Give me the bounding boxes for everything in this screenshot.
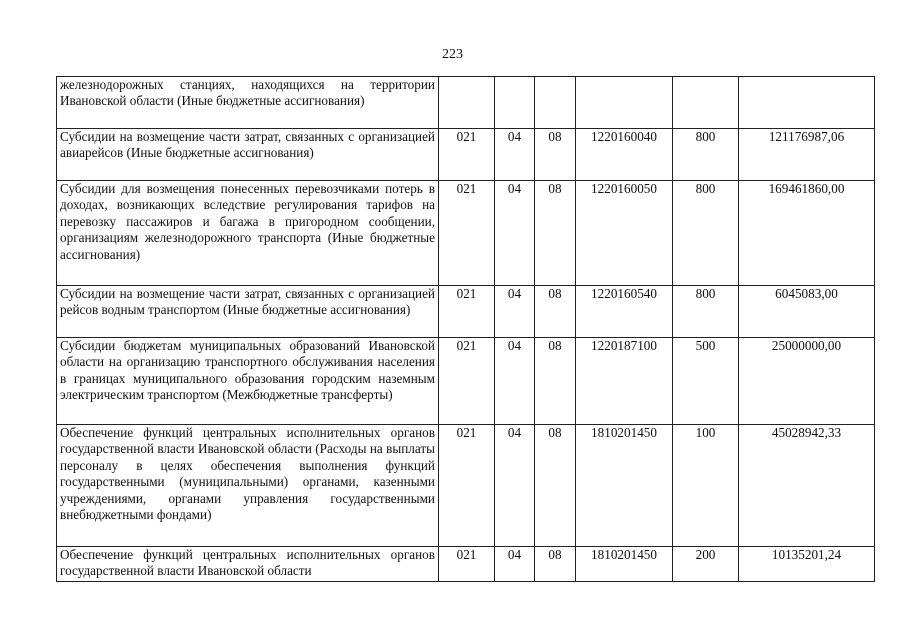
ministry-code: 021 xyxy=(439,286,495,338)
target-article-code: 1810201450 xyxy=(576,425,673,547)
amount: 45028942,33 xyxy=(739,425,875,547)
expense-type-code: 800 xyxy=(673,129,739,181)
section-code: 04 xyxy=(495,286,535,338)
row-description: Субсидии бюджетам муниципальных образований Ивановской области на организацию транспортного обслуживания населения в границах муниципального образования городским наземным электрическим транспортом (Межбюджетные трансферты) xyxy=(57,338,439,425)
table-row xyxy=(57,181,875,286)
target-article-code: 1810201450 xyxy=(576,547,673,582)
ministry-code: 021 xyxy=(439,425,495,547)
row-description: Субсидии на возмещение части затрат, связанных с организацией рейсов водным транспортом (Иные бюджетные ассигнования) xyxy=(57,286,439,338)
table-row xyxy=(57,425,875,547)
subsection-code: 08 xyxy=(535,425,576,547)
ministry-code xyxy=(439,77,495,129)
expense-type-code xyxy=(673,77,739,129)
section-code: 04 xyxy=(495,547,535,582)
subsection-code: 08 xyxy=(535,129,576,181)
target-article-code: 1220187100 xyxy=(576,338,673,425)
expense-type-code: 800 xyxy=(673,181,739,286)
section-code: 04 xyxy=(495,129,535,181)
page-number: 223 xyxy=(442,47,463,62)
row-description: Обеспечение функций центральных исполнительных органов государственной власти Ивановской области xyxy=(57,547,439,582)
amount xyxy=(739,77,875,129)
section-code: 04 xyxy=(495,181,535,286)
subsection-code: 08 xyxy=(535,338,576,425)
ministry-code: 021 xyxy=(439,129,495,181)
section-code: 04 xyxy=(495,338,535,425)
table-row xyxy=(57,129,875,181)
target-article-code: 1220160540 xyxy=(576,286,673,338)
amount: 25000000,00 xyxy=(739,338,875,425)
expense-type-code: 100 xyxy=(673,425,739,547)
target-article-code: 1220160040 xyxy=(576,129,673,181)
table-row xyxy=(57,286,875,338)
table-row xyxy=(57,547,875,582)
subsection-code: 08 xyxy=(535,547,576,582)
expense-type-code: 500 xyxy=(673,338,739,425)
row-description: железнодорожных станциях, находящихся на территории Ивановской области (Иные бюджетные ассигнования) xyxy=(57,77,439,129)
amount: 10135201,24 xyxy=(739,547,875,582)
subsection-code xyxy=(535,77,576,129)
amount: 6045083,00 xyxy=(739,286,875,338)
ministry-code: 021 xyxy=(439,181,495,286)
budget-table xyxy=(56,76,875,582)
target-article-code xyxy=(576,77,673,129)
amount: 169461860,00 xyxy=(739,181,875,286)
target-article-code: 1220160050 xyxy=(576,181,673,286)
expense-type-code: 200 xyxy=(673,547,739,582)
table-row xyxy=(57,77,875,129)
amount: 121176987,06 xyxy=(739,129,875,181)
row-description: Субсидии на возмещение части затрат, связанных с организацией авиарейсов (Иные бюджетные ассигнования) xyxy=(57,129,439,181)
row-description: Субсидии для возмещения понесенных перевозчиками потерь в доходах, возникающих вследствие регулирования тарифов на перевозку пассажиров и багажа в пригородном сообщении, организациям железнодорожного транспорта (Иные бюджетные ассигнования) xyxy=(57,181,439,286)
ministry-code: 021 xyxy=(439,547,495,582)
expense-type-code: 800 xyxy=(673,286,739,338)
subsection-code: 08 xyxy=(535,181,576,286)
subsection-code: 08 xyxy=(535,286,576,338)
section-code: 04 xyxy=(495,425,535,547)
ministry-code: 021 xyxy=(439,338,495,425)
section-code xyxy=(495,77,535,129)
row-description: Обеспечение функций центральных исполнительных органов государственной власти Ивановской области (Расходы на выплаты персоналу в целях обеспечения выполнения функций государственными (муниципальными) органами, казенными учреждениями, органами управления государственными внебюджетными фондами) xyxy=(57,425,439,547)
table-row xyxy=(57,338,875,425)
